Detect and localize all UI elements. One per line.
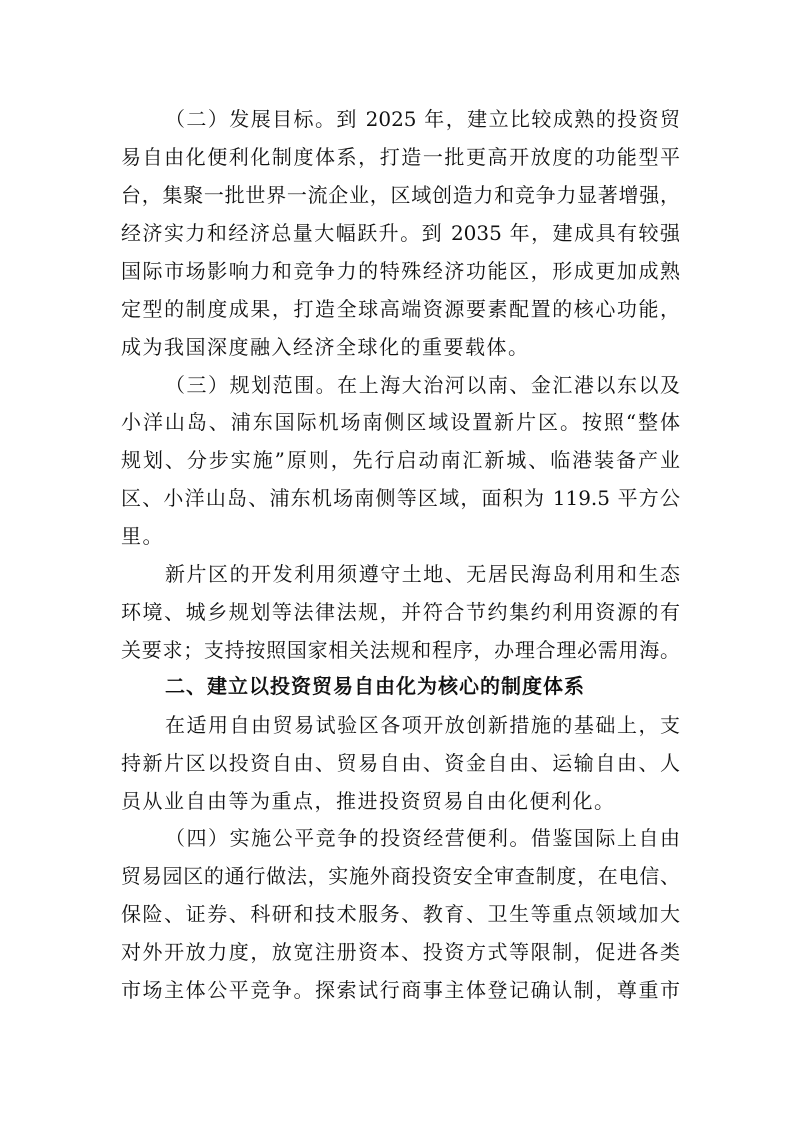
text-line: 成为我国深度融入经济全球化的重要载体。 — [121, 335, 530, 359]
text-line: 在适用自由贸易试验区各项开放创新措施的基础上，支 — [165, 713, 680, 737]
text-line: 国际市场影响力和竞争力的特殊经济功能区，形成更加成熟 — [121, 259, 680, 283]
text-line: （二）发展目标。到 2025 年，建立比较成熟的投资贸 — [165, 107, 680, 131]
text-line: 环境、城乡规划等法律法规，并符合节约集约利用资源的有 — [121, 600, 680, 624]
text-line: 关要求；支持按照国家相关法规和程序，办理合理必需用海。 — [121, 638, 680, 662]
section-heading: 二、建立以投资贸易自由化为核心的制度体系 — [165, 674, 585, 698]
text-line: 区、小洋山岛、浦东机场南侧等区域，面积为 119.5 平方公 — [121, 486, 680, 510]
text-line: 易自由化便利化制度体系，打造一批更高开放度的功能型平 — [121, 145, 680, 169]
text-line: 规划、分步实施”原则，先行启动南汇新城、临港装备产业 — [121, 448, 680, 472]
text-line: 保险、证券、科研和技术服务、教育、卫生等重点领域加大 — [121, 902, 680, 926]
text-line: 里。 — [121, 524, 164, 548]
text-line: 贸易园区的通行做法，实施外商投资安全审查制度，在电信、 — [121, 864, 680, 888]
text-line: 小洋山岛、浦东国际机场南侧区域设置新片区。按照“整体 — [121, 410, 680, 434]
text-line: 经济实力和经济总量大幅跃升。到 2035 年，建成具有较强 — [121, 221, 680, 245]
text-line: （三）规划范围。在上海大治河以南、金汇港以东以及 — [165, 373, 680, 397]
text-line: 定型的制度成果，打造全球高端资源要素配置的核心功能， — [121, 297, 680, 321]
text-line: （四）实施公平竞争的投资经营便利。借鉴国际上自由 — [165, 826, 680, 850]
text-line: 市场主体公平竞争。探索试行商事主体登记确认制，尊重市 — [121, 978, 680, 1002]
text-line: 新片区的开发利用须遵守土地、无居民海岛利用和生态 — [165, 562, 680, 586]
text-line: 持新片区以投资自由、贸易自由、资金自由、运输自由、人 — [121, 751, 680, 775]
text-line: 员从业自由等为重点，推进投资贸易自由化便利化。 — [121, 789, 616, 813]
text-line: 台，集聚一批世界一流企业，区域创造力和竞争力显著增强， — [121, 183, 680, 207]
text-line: 对外开放力度，放宽注册资本、投资方式等限制，促进各类 — [121, 940, 680, 964]
